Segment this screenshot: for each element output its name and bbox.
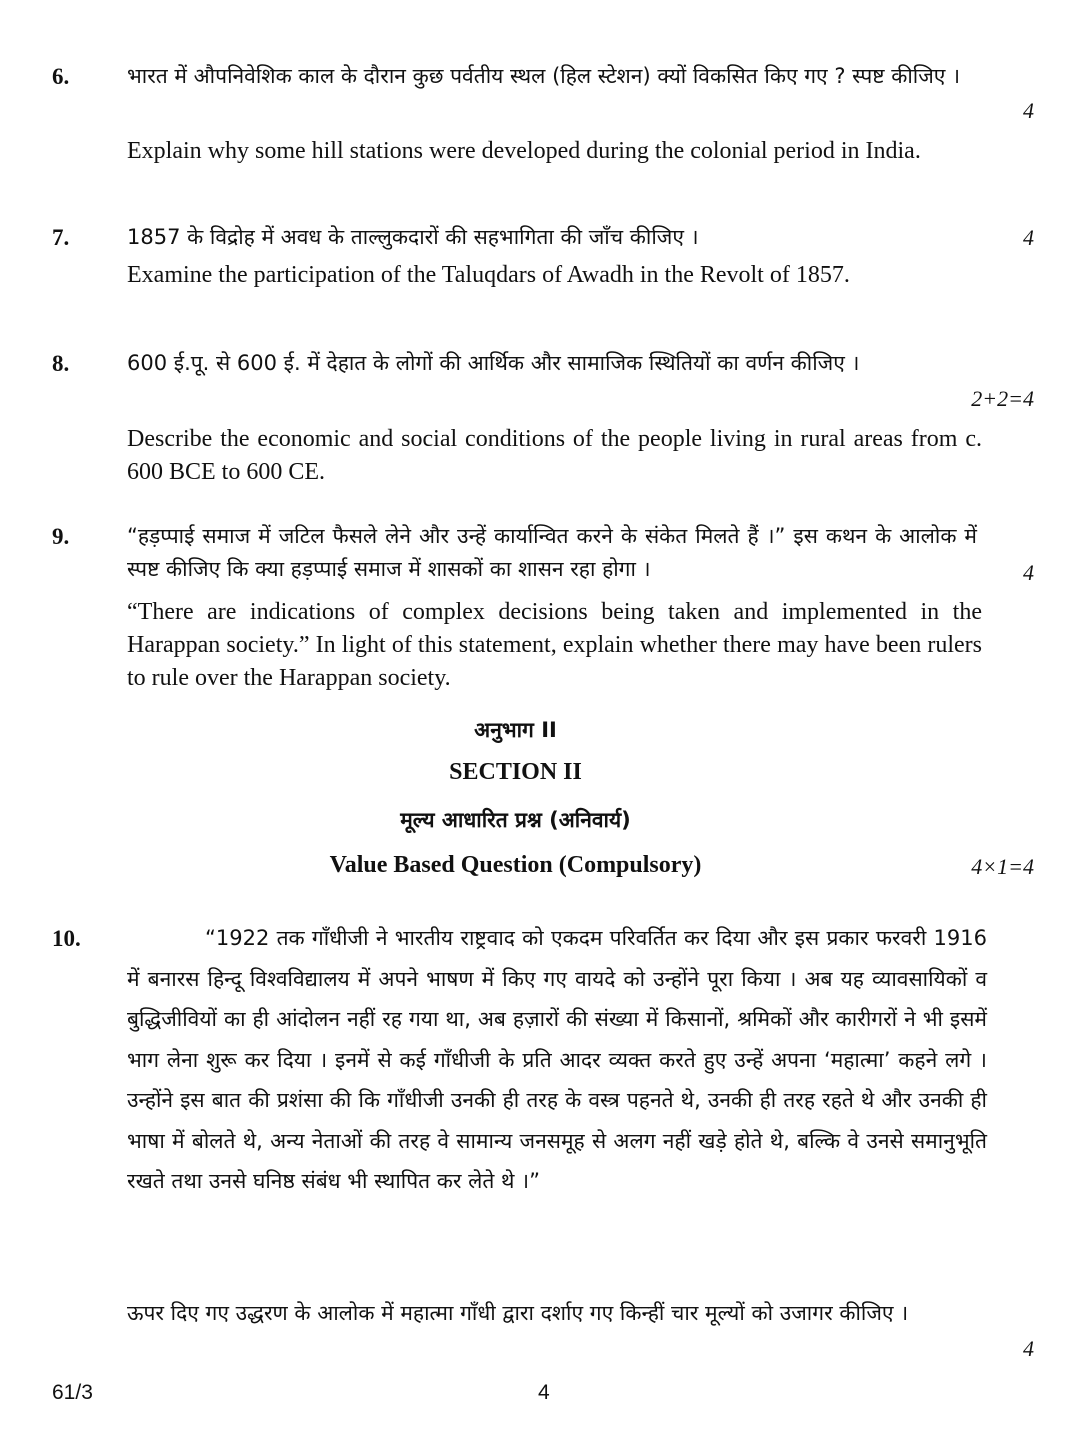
- section-marks: 4×1=4: [971, 854, 1034, 879]
- question-marks: 4: [1023, 225, 1034, 250]
- section-subtitle-english: Value Based Question (Compulsory): [329, 852, 702, 878]
- question-marks: 4: [1023, 98, 1034, 123]
- question-hindi: 1857 के विद्रोह में अवध के ताल्लुकदारों की सहभागिता की जाँच कीजिए ।: [127, 225, 699, 249]
- page-number: 4: [538, 1381, 550, 1404]
- question-english: “There are indications of complex decisions being taken and implemented in the Harappan society.” In light of this statement, explain whether there may have been rulers to rule over the Harappan society.: [127, 599, 982, 691]
- question-number: 6.: [52, 64, 70, 89]
- question-instruction: ऊपर दिए गए उद्धरण के आलोक में महात्मा गाँधी द्वारा दर्शाए गए किन्हीं चार मूल्यों को उजागर कीजिए ।: [127, 1301, 909, 1325]
- question-number: 9.: [52, 524, 70, 549]
- question-marks: 2+2=4: [971, 386, 1034, 411]
- question-english: Explain why some hill stations were developed during the colonial period in India.: [127, 138, 921, 164]
- question-number: 7.: [52, 225, 70, 250]
- section-subtitle-hindi: मूल्य आधारित प्रश्न (अनिवार्य): [400, 808, 631, 832]
- section-title-hindi: अनुभाग II: [474, 718, 557, 742]
- question-hindi: 600 ई.पू. से 600 ई. में देहात के लोगों की आर्थिक और सामाजिक स्थितियों का वर्णन कीजिए ।: [127, 351, 860, 375]
- quote-passage: “1922 तक गाँधीजी ने भारतीय राष्ट्रवाद को एकदम परिवर्तित कर दिया और इस प्रकार फरवरी 1916 में बनारस हिन्दू विश्वविद्यालय में अपने भाषण में किए गए वायदे को उन्होंने पूरा किया । अब यह व्यावसायिकों व बुद्धिजीवियों का ही आंदोलन नहीं रह गया था, अब हज़ारों की संख्या में किसानों, श्रमिकों और कारीगरों ने भी इसमें भाग लेना शुरू कर दिया । इनमें से कई गाँधीजी के प्रति आदर व्यक्त करते हुए उन्हें अपना ‘महात्मा’ कहने लगे । उन्होंने इस बात की प्रशंसा की कि गाँधीजी उनकी ही तरह के वस्त्र पहनते थे, उनकी ही तरह रहते थे और उनकी ही भाषा में बोलते थे, अन्य नेताओं की तरह वे सामान्य जनसमूह से अलग नहीं खड़े होते थे, बल्कि वे उनसे समानुभूति रखते तथा उनसे घनिष्ठ संबंध भी स्थापित कर लेते थे ।”: [127, 926, 987, 1193]
- section-title-english: SECTION II: [449, 759, 582, 785]
- question-marks: 4: [1023, 560, 1034, 585]
- question-number: 8.: [52, 351, 70, 376]
- question-hindi: “हड़प्पाई समाज में जटिल फैसले लेने और उन्हें कार्यान्वित करने के संकेत मिलते हैं ।” इस कथन के आलोक में स्पष्ट कीजिए कि क्या हड़प्पाई समाज में शासकों का शासन रहा होगा ।: [127, 524, 977, 581]
- question-english: Describe the economic and social conditions of the people living in rural areas from c. 600 BCE to 600 CE.: [127, 426, 982, 485]
- question-number: 10.: [52, 926, 81, 951]
- question-marks: 4: [1023, 1336, 1034, 1361]
- paper-code: 61/3: [52, 1381, 93, 1404]
- question-english: Examine the participation of the Taluqdars of Awadh in the Revolt of 1857.: [127, 262, 850, 288]
- question-hindi: भारत में औपनिवेशिक काल के दौरान कुछ पर्वतीय स्थल (हिल स्टेशन) क्यों विकसित किए गए ? स्पष्ट कीजिए ।: [127, 64, 961, 88]
